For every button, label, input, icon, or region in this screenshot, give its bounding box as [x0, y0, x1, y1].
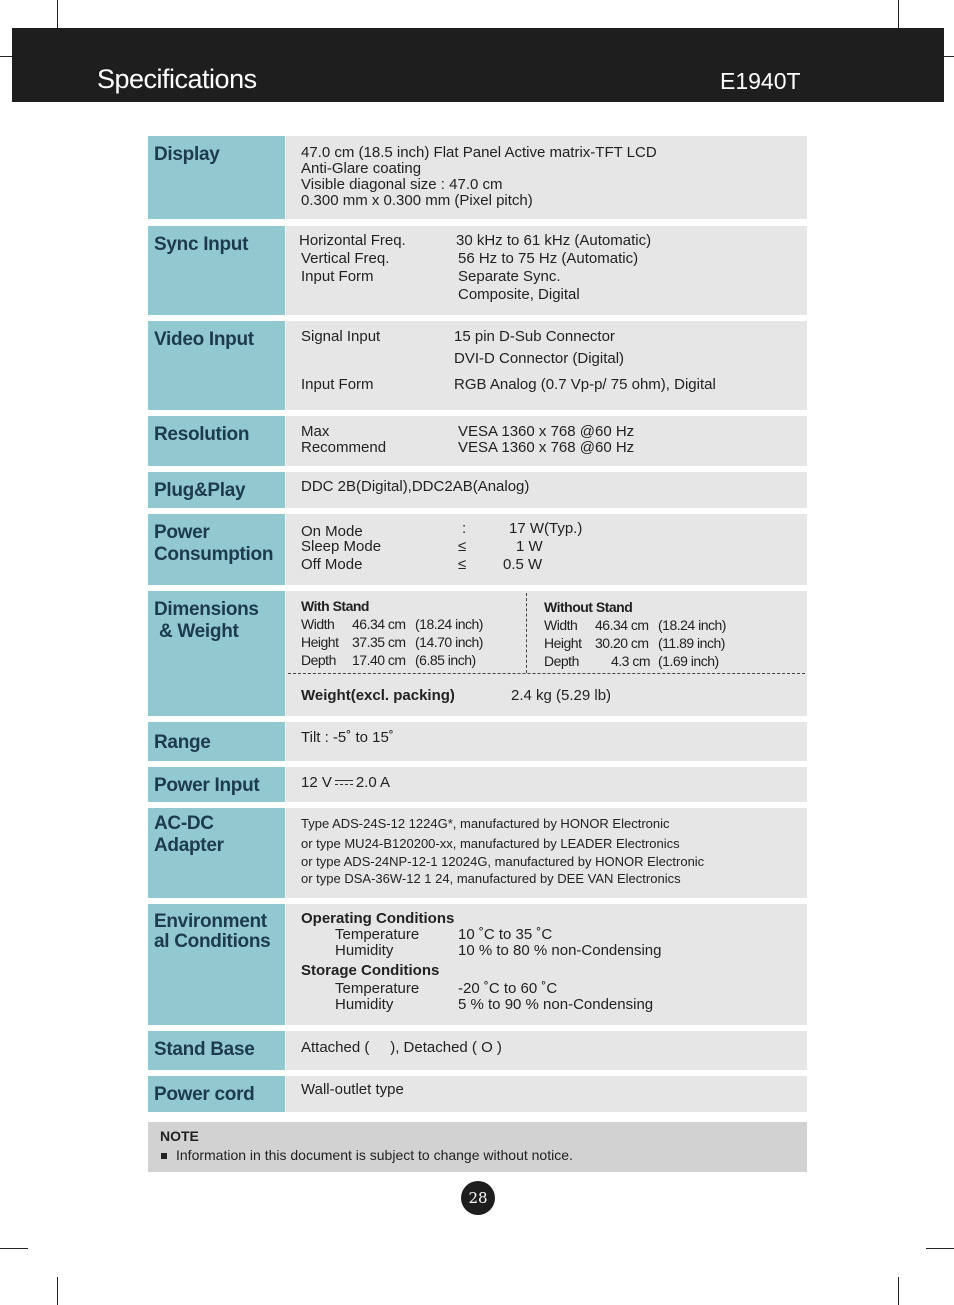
page-header [12, 28, 944, 102]
spec-value: 4.3 cm [611, 653, 651, 669]
spec-value: Composite, Digital [458, 286, 580, 303]
crop-mark [0, 56, 12, 57]
spec-label [148, 591, 285, 716]
spec-content [286, 767, 807, 802]
spec-value: (11.89 inch) [658, 635, 725, 651]
spec-content [286, 226, 807, 315]
spec-value: Wall-outlet type [301, 1081, 404, 1098]
spec-label-line: Consumption [154, 544, 274, 565]
row-divider [288, 673, 805, 674]
crop-mark [898, 1277, 899, 1305]
spec-key: Temperature [335, 926, 420, 943]
spec-value: 46.34 cm [595, 617, 649, 633]
spec-label: Plug&Play [148, 472, 285, 508]
spec-key: Width [544, 617, 578, 633]
spec-line: Anti-Glare coating [301, 160, 422, 177]
spec-value: Separate Sync. [458, 268, 561, 285]
crop-mark [898, 0, 899, 28]
spec-key: Off Mode [301, 556, 363, 573]
spec-content [286, 904, 807, 1025]
spec-key: Height [544, 635, 582, 651]
spec-value: 56 Hz to 75 Hz (Automatic) [458, 250, 639, 267]
spec-value: (6.85 inch) [415, 652, 476, 668]
spec-value: 30 kHz to 61 kHz (Automatic) [456, 232, 652, 249]
spec-value: 46.34 cm [352, 616, 406, 632]
without-stand-heading: Without Stand [544, 599, 633, 615]
spec-row-power-input [148, 767, 807, 802]
with-stand-heading: With Stand [301, 598, 369, 614]
spec-label-line: Power [154, 522, 210, 543]
model-name: E1940T [720, 68, 801, 94]
spec-line: Visible diagonal size : 47.0 cm [301, 176, 503, 193]
spec-label: AC-DC Adapter [148, 808, 285, 898]
crop-mark [57, 0, 58, 28]
spec-label: Resolution [148, 416, 285, 466]
spec-label: Sync Input [148, 226, 285, 315]
spec-label: Display [148, 136, 285, 219]
spec-row-environmental-conditions [148, 904, 807, 1025]
crop-mark [57, 1277, 58, 1305]
spec-value: Tilt : -5˚ to 15˚ [301, 729, 394, 746]
spec-value: DVI-D Connector (Digital) [454, 350, 625, 367]
spec-line: or type DSA-36W-12 1 24, manufactured by DEE VAN Electronics [301, 871, 681, 886]
operating-conditions-heading: Operating Conditions [301, 910, 455, 927]
spec-label: Power Input [148, 767, 285, 802]
spec-key: Temperature [335, 980, 420, 997]
spec-value: (14.70 inch) [415, 634, 483, 650]
weight-value: 2.4 kg (5.29 lb) [511, 687, 612, 704]
note-box [148, 1122, 807, 1172]
spec-content [286, 514, 807, 585]
dc-symbol-icon [335, 779, 353, 787]
spec-value: 0.5 W [503, 556, 543, 573]
spec-key: Recommend [301, 439, 387, 456]
spec-row-video-input [148, 321, 807, 410]
spec-key: Sleep Mode [301, 538, 382, 555]
spec-content [286, 136, 807, 219]
spec-line: Type ADS-24S-12 1224G*, manufactured by HONOR Electronic [301, 816, 670, 831]
spec-key: On Mode [301, 523, 363, 540]
spec-key: Humidity [335, 996, 394, 1013]
storage-conditions-heading: Storage Conditions [301, 962, 440, 979]
spec-value: 10 ˚C to 35 ˚C [458, 926, 553, 943]
spec-value [301, 775, 390, 791]
spec-row-dimensions-weight [148, 591, 807, 716]
spec-symbol: ≤ [458, 556, 467, 573]
spec-value: 15 pin D-Sub Connector [454, 328, 615, 345]
spec-value: 17.40 cm [352, 652, 406, 668]
spec-label-line: & Weight [154, 621, 239, 642]
spec-value: 1 W [516, 538, 543, 555]
spec-row-power-cord [148, 1076, 807, 1112]
spec-content [286, 1031, 807, 1070]
spec-value: 10 % to 80 % non-Condensing [458, 942, 662, 959]
spec-row-plug-and-play [148, 472, 807, 508]
spec-label-line: al Conditions [154, 931, 271, 952]
page-number: 28 [461, 1181, 495, 1215]
spec-value: (18.24 inch) [658, 617, 726, 633]
spec-label [148, 904, 285, 1025]
spec-content [286, 472, 807, 508]
spec-value: RGB Analog (0.7 Vp-p/ 75 ohm), Digital [454, 376, 716, 393]
spec-key: Input Form [301, 376, 374, 393]
spec-row-power-consumption [148, 514, 807, 585]
spec-row-sync-input [148, 226, 807, 315]
spec-content [286, 722, 807, 761]
crop-mark [0, 1248, 28, 1249]
spec-value: (18.24 inch) [415, 616, 483, 632]
page-title: Specifications [97, 64, 257, 94]
spec-value: Attached ( ), Detached ( O ) [301, 1039, 502, 1056]
spec-content [286, 321, 807, 410]
spec-key: Max [301, 423, 330, 440]
spec-line: 47.0 cm (18.5 inch) Flat Panel Active matrix-TFT LCD [301, 144, 657, 161]
spec-row-ac-dc-adapter [148, 808, 807, 898]
crop-mark [926, 1248, 954, 1249]
spec-label-line: Environment [154, 911, 267, 932]
crop-mark [944, 56, 954, 57]
spec-content [286, 416, 807, 466]
spec-symbol: : [462, 520, 467, 537]
spec-value: 37.35 cm [352, 634, 406, 650]
spec-key: Width [301, 616, 335, 632]
bullet-icon [161, 1153, 167, 1159]
note-item [161, 1147, 573, 1163]
spec-content [286, 808, 807, 898]
spec-key: Depth [544, 653, 579, 669]
spec-value: DDC 2B(Digital),DDC2AB(Analog) [301, 478, 530, 495]
note-title: NOTE [160, 1128, 199, 1144]
spec-row-display [148, 136, 807, 219]
note-text: Information in this document is subject to change without notice. [176, 1147, 573, 1163]
column-divider [526, 593, 527, 673]
spec-label-line: Dimensions [154, 599, 259, 620]
current-value: 2.0 A [355, 774, 391, 791]
spec-value: (1.69 inch) [658, 653, 719, 669]
spec-row-range [148, 722, 807, 761]
spec-key: Depth [301, 652, 336, 668]
spec-value: -20 ˚C to 60 ˚C [458, 980, 558, 997]
spec-label: Stand Base [148, 1031, 285, 1070]
spec-content [286, 591, 807, 716]
spec-value: 5 % to 90 % non-Condensing [458, 996, 654, 1013]
spec-value: VESA 1360 x 768 @60 Hz [458, 439, 635, 456]
spec-label: Power cord [148, 1076, 285, 1112]
spec-key: Vertical Freq. [301, 250, 390, 267]
spec-value: VESA 1360 x 768 @60 Hz [458, 423, 635, 440]
spec-symbol: ≤ [458, 538, 467, 555]
spec-key: Humidity [335, 942, 394, 959]
spec-key: Height [301, 634, 339, 650]
weight-label: Weight(excl. packing) [301, 687, 455, 704]
spec-row-resolution [148, 416, 807, 466]
spec-value: 30.20 cm [595, 635, 649, 651]
spec-line: 0.300 mm x 0.300 mm (Pixel pitch) [301, 192, 533, 209]
spec-row-stand-base [148, 1031, 807, 1070]
spec-key: Horizontal Freq. [299, 232, 406, 249]
spec-key: Signal Input [301, 328, 381, 345]
spec-label: Video Input [148, 321, 285, 410]
spec-content [286, 1076, 807, 1112]
spec-line: or type ADS-24NP-12-1 12024G, manufactured by HONOR Electronic [301, 854, 705, 869]
voltage-value: 12 V [301, 774, 332, 791]
spec-value: 17 W(Typ.) [509, 520, 583, 537]
spec-key: Input Form [301, 268, 374, 285]
spec-label [148, 514, 285, 585]
spec-label: Range [148, 722, 285, 761]
spec-line: or type MU24-B120200-xx, manufactured by LEADER Electronics [301, 836, 680, 851]
